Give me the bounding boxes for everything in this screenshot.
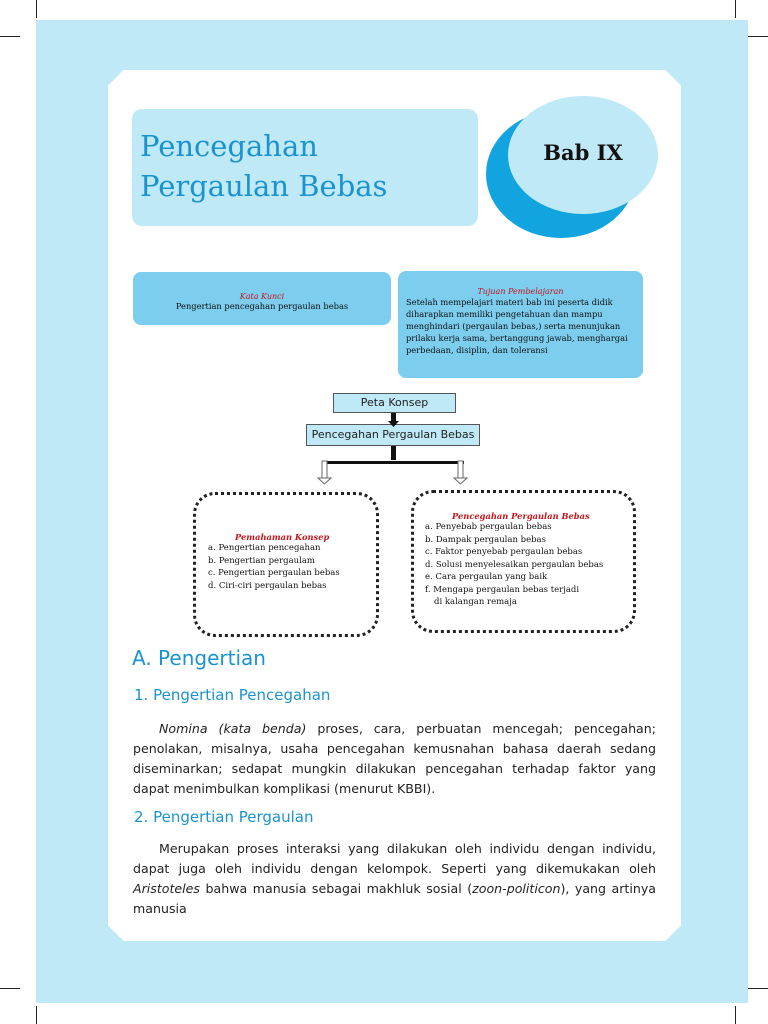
learning-goal-heading: Tujuan Pembelajaran [477,287,564,296]
concept-list-item: d. Solusi menyelesaikan pergaulan bebas [425,559,604,570]
paragraph-2-name: Aristoteles [133,881,200,896]
concept-list-item: c. Pengertian pergaulan bebas [208,568,340,578]
crop-mark [36,0,37,18]
crop-mark [748,988,768,989]
concept-list-item: d. Ciri-ciri pergaulan bebas [208,580,327,591]
learning-goal-box [398,271,643,378]
keyword-text: Pengertian pencegahan pergaulan bebas [175,301,349,311]
paragraph-2-text: Merupakan proses interaksi yang dilakukan oleh individu dengan individu, dapat juga oleh individu dengan kelompok. Seperti yang dikemukakan oleh [133,841,656,876]
paragraph-1-term: Nomina (kata benda) [159,721,307,736]
subsection-heading-1: 1. Pengertian Pencegahan [134,686,331,704]
concept-list-item: b. Pengertian pergaulam [208,555,315,566]
crop-mark [735,1006,736,1024]
crop-mark [36,1006,37,1024]
paragraph-2 [133,839,656,919]
concept-right-heading: Pencegahan Pergaulan Bebas [452,511,590,521]
subsection-heading-2: 2. Pengertian Pergaulan [134,808,314,826]
concept-right-box [411,490,636,633]
paragraph-1-text: proses, cara, perbuatan mencegah; pencegahan; penolakan, misalnya, usaha pencegahan kemusnahan bahasa daerah sedang diseminarkan; sedapat mungkin dilakukan pencegahan terhadap faktor yang dapat menimbulkan komplikasi (menurut KBBI). [133,721,656,796]
crop-mark [0,36,20,37]
concept-list-item: a. Pengertian pencegahan [208,543,321,553]
crop-mark [748,36,768,37]
keyword-heading: Kata Kunci [239,292,285,301]
crop-mark [735,0,736,18]
concept-list-item: c. Faktor penyebab pergaulan bebas [425,547,583,557]
concept-list-item: a. Penyebab pergaulan bebas [425,522,552,532]
concept-list-item: di kalangan remaja [434,597,517,607]
paragraph-2-text: bahwa manusia sebagai makhluk sosial ( [200,881,473,896]
concept-list-item: f. Mengapa pergaulan bebas terjadi [425,584,580,595]
concept-list-item: e. Cara pergaulan yang baik [425,572,548,582]
learning-goal-text: Setelah mempelajari materi bab ini peserta didik diharapkan memiliki pengetahuan dan mampu menghindari (pergaulan bebas,) serta menunjukan prilaku kerja sama, bertanggung jawab, menghargai perbedaan, disiplin, dan toleransi [406,297,628,355]
concept-left-box [193,492,379,637]
section-heading: A. Pengertian [132,646,266,670]
concept-map-title: Peta Konsep [333,393,456,413]
concept-map-root: Pencegahan Pergaulan Bebas [306,424,480,446]
paragraph-1 [133,719,656,799]
crop-mark [0,988,20,989]
concept-list-item: b. Dampak pergaulan bebas [425,534,546,545]
concept-left-list [208,542,376,592]
paragraph-2-term: zoon-politicon [472,881,561,896]
concept-right-list [425,521,633,609]
chapter-number: Bab IX [543,140,623,165]
paragraph-2-text: ), yang artinya manusia [133,881,656,916]
keyword-box [133,272,391,325]
chapter-title: Pencegahan Pergaulan Bebas [140,129,388,203]
concept-left-heading: Pemahaman Konsep [235,532,330,542]
